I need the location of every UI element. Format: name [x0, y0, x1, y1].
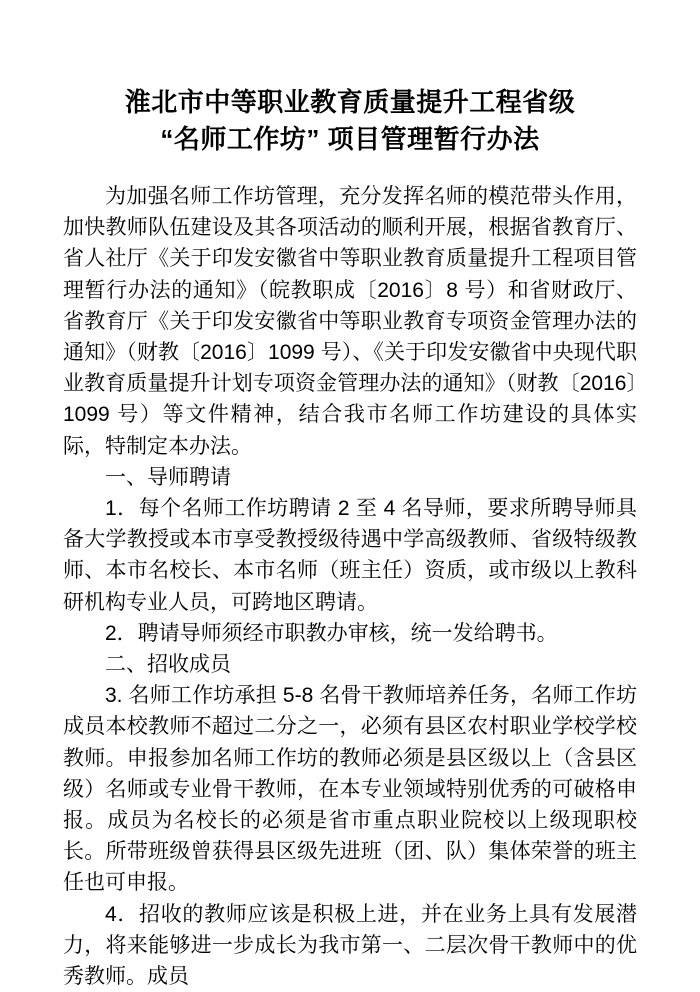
- section-heading-2: 二、招收成员: [105, 653, 231, 677]
- paragraph-intro: 为加强名师工作坊管理，充分发挥名师的模范带头作用，加快教师队伍建设及其各项活动的顺利开展，根据省教育厅、省人社厅《关于印发安徽省中等职业教育质量提升工程项目管理暂行办法的通知》（皖教职成〔2016〕8 号）和省财政厅、省教育厅《关于印发安徽省中等职业教育专项资金管理办法的通知》（财教〔2016〕1099 号）、《关于印发安徽省中央现代职业教育质量提升计划专项资金管理办法的通知》（财教〔2016〕1099 号）等文件精神，结合我市名师工作坊建设的具体实际，特制定本办法。: [63, 185, 637, 458]
- document-content: [63, 0, 637, 992]
- document-body: [63, 181, 637, 992]
- document-title-line-1: 淮北市中等职业教育质量提升工程省级: [124, 87, 576, 117]
- document-title: [63, 84, 637, 158]
- section-heading-1: 一、导师聘请: [105, 465, 231, 489]
- paragraph-item-4: 4．招收的教师应该是积极上进，并在业务上具有发展潜力，将来能够进一步成长为我市第一、二层次骨干教师中的优秀教师。成员: [63, 902, 637, 989]
- paragraph-item-2: 2．聘请导师须经市职教办审核，统一发给聘书。: [105, 621, 558, 645]
- paragraph-item-3: 3. 名师工作坊承担 5-8 名骨干教师培养任务，名师工作坊成员本校教师不超过二分之一，必须有县区农村职业学校学校教师。申报参加名师工作坊的教师必须是县区级以上（含县区级）名师或专业骨干教师，在本专业领域特别优秀的可破格申报。成员为名校长的必须是省市重点职业院校以上级现职校长。所带班级曾获得县区级先进班（团、队）集体荣誉的班主任也可申报。: [63, 684, 637, 895]
- document-title-line-2: “名师工作坊” 项目管理暂行办法: [160, 124, 540, 154]
- paragraph-item-1: 1．每个名师工作坊聘请 2 至 4 名导师，要求所聘导师具备大学教授或本市享受教授级待遇中学高级教师、省级特级教师、本市名校长、本市名师（班主任）资质，或市级以上教科研机构专业人员，可跨地区聘请。: [63, 497, 637, 614]
